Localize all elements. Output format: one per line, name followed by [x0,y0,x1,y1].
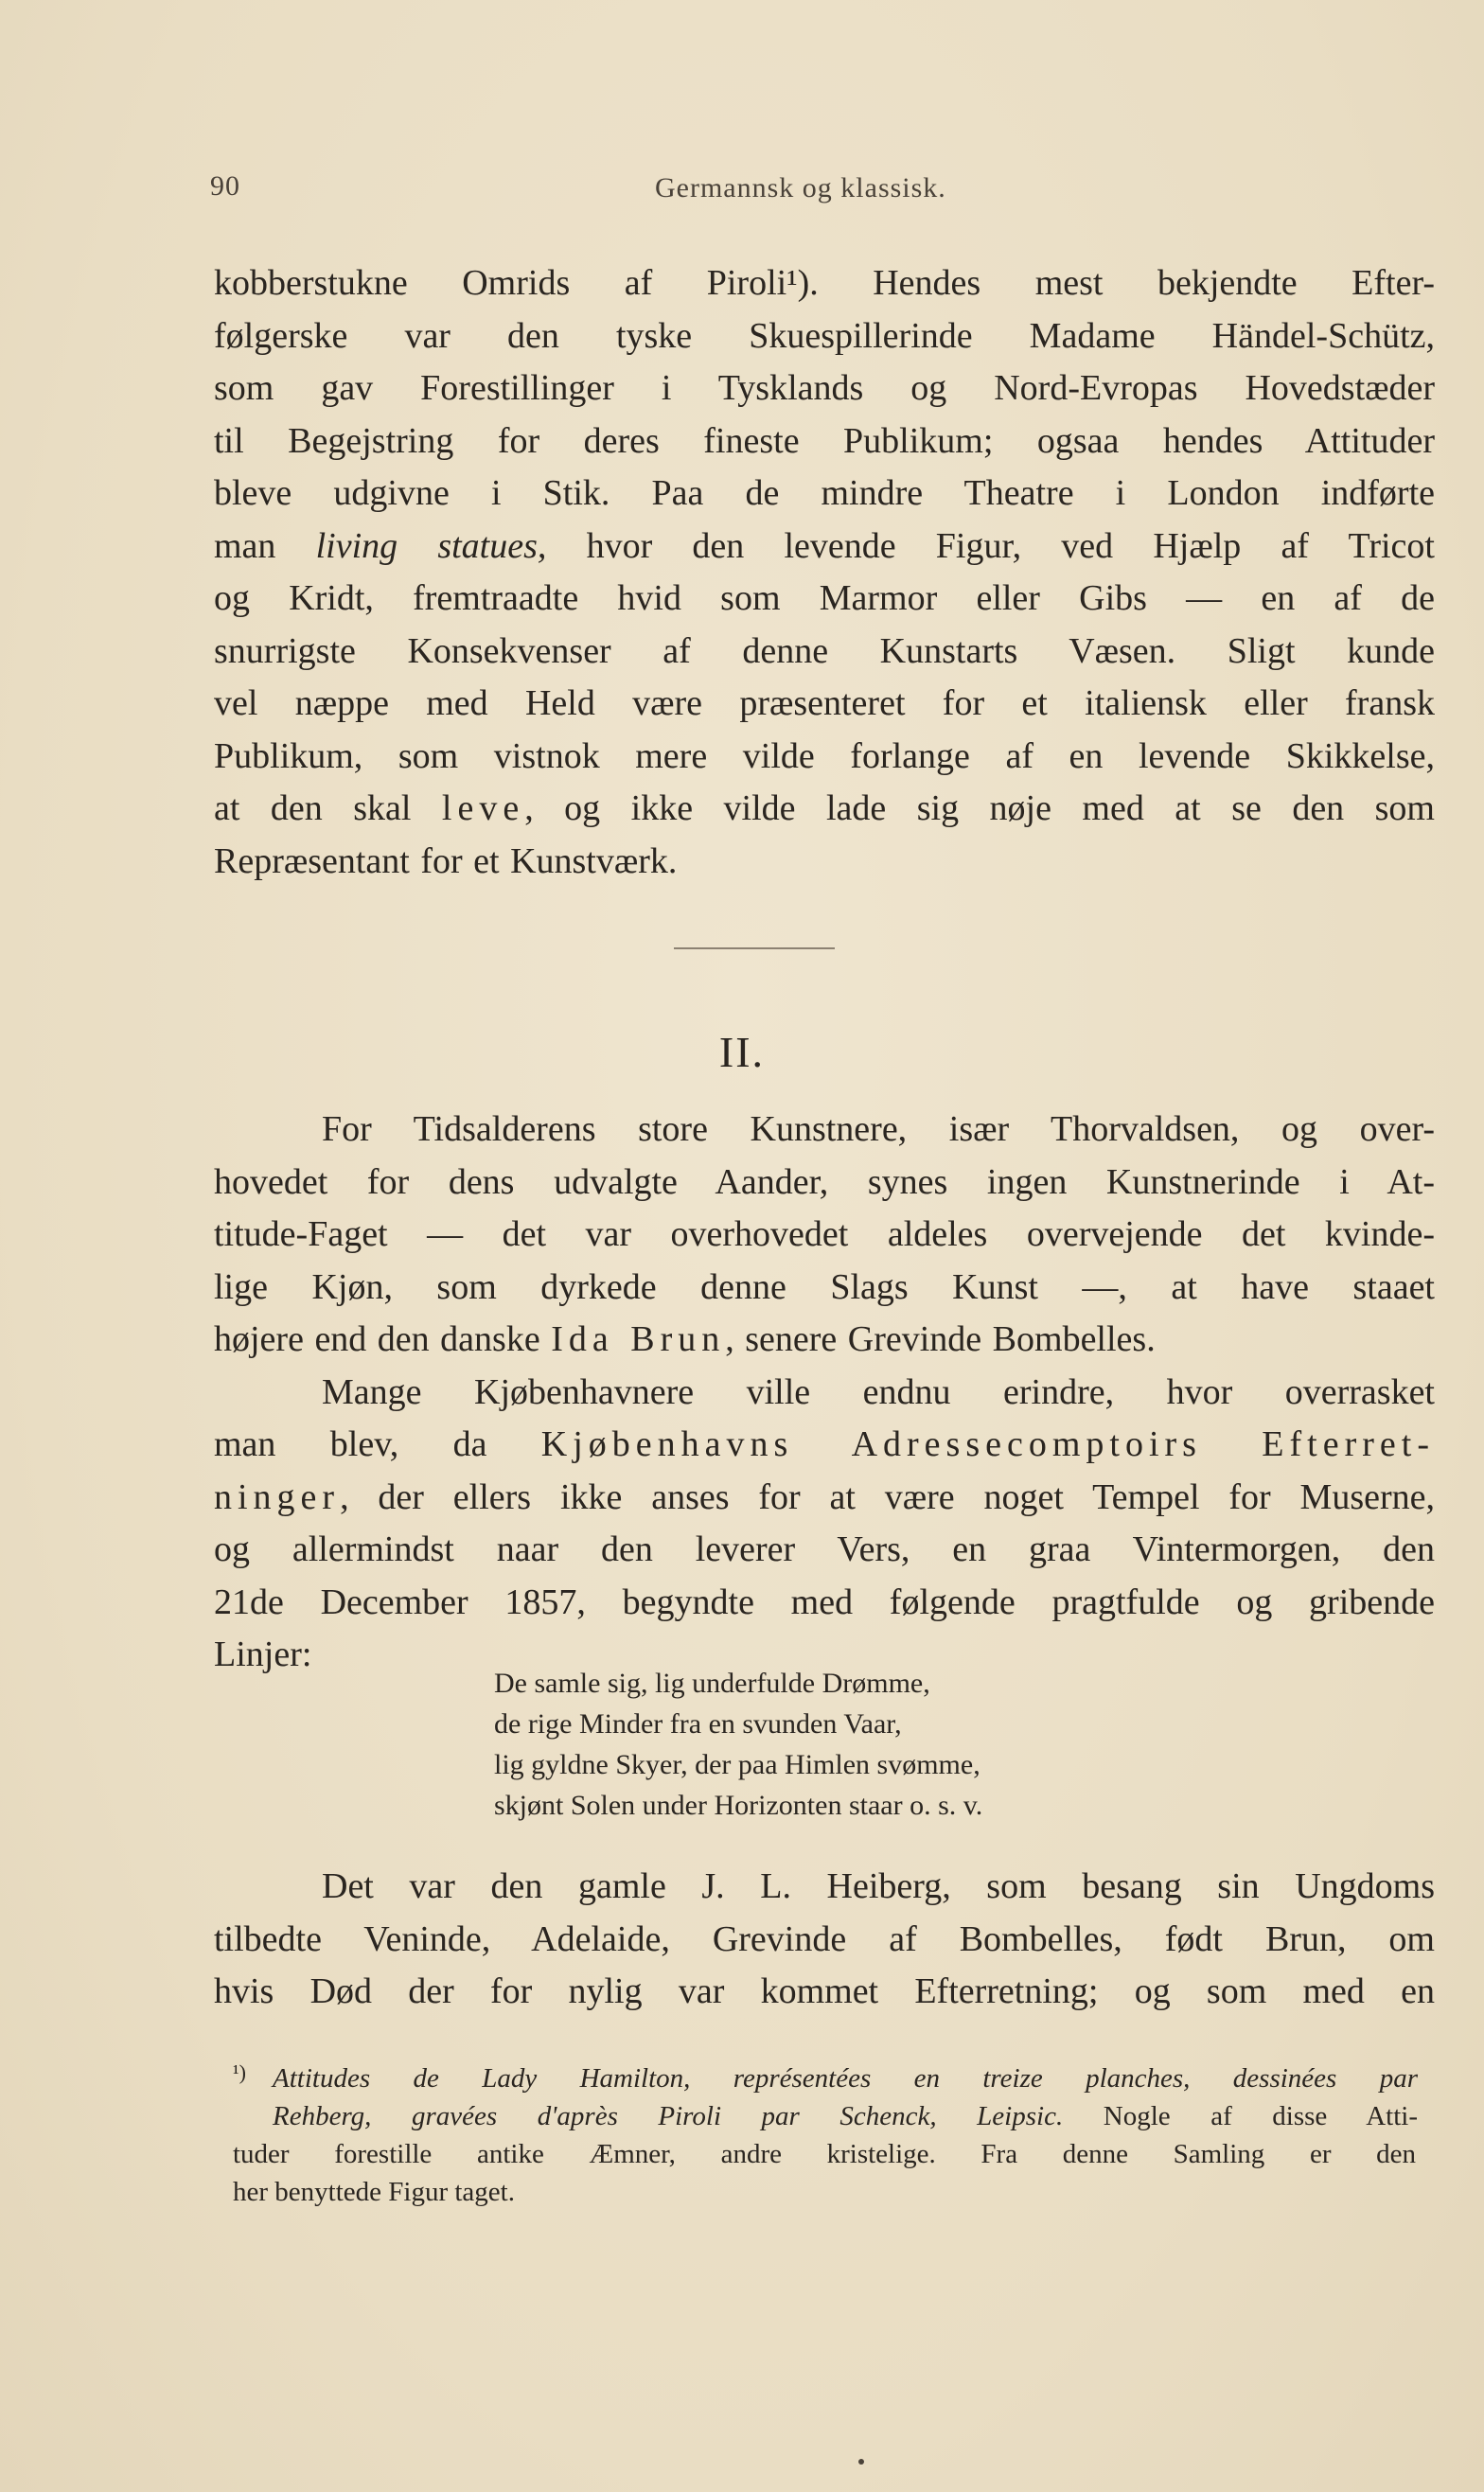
page-header [210,170,1431,218]
page-number: 90 [210,170,240,202]
text-line: følgerske var den tyske Skuespillerinde Madame Händel-Schütz, [214,315,1435,356]
italic-phrase: living statues, [315,525,547,566]
text-line: hvis Død der for nylig var kommet Efterretning; og som med en [214,1971,1435,2011]
text-line: For Tidsalderens store Kunstnere, især Thorvaldsen, og over- [322,1109,1435,1149]
footnote-continued [233,2135,1416,2211]
text-line: vel næppe med Held være præsenteret for et italiensk eller fransk [214,683,1435,723]
footnote-line: Rehberg, gravées d'après Piroli par Schenck, Leipsic. Nogle af disse Atti- [273,2101,1419,2131]
text-line: hovedet for dens udvalgte Aander, synes ingen Kunstnerinde i At- [214,1161,1435,1202]
text-line: Det var den gamle J. L. Heiberg, som besang sin Ungdoms [322,1866,1435,1906]
running-head: Germannsk og klassisk. [655,172,946,203]
text-line: Repræsentant for et Kunstværk. [214,840,678,881]
text-line: og Kridt, fremtraadte hvid som Marmor eller Gibs — en af de [214,578,1435,618]
footnote-line: tuder forestille antike Æmner, andre kristelige. Fra denne Samling er den [233,2139,1416,2169]
text-line: man living statues, hvor den levende Figur, ved Hjælp af Tricot [214,525,1435,566]
paragraph-2 [214,1104,1435,1682]
text-line: Mange Kjøbenhavnere ville endnu erindre, hvor overrasket [322,1371,1435,1412]
poem-line: de rige Minder fra en svunden Vaar, [494,1708,902,1740]
poem-line: skjønt Solen under Horizonten staar o. s. v. [494,1790,983,1821]
spaced-emphasis: ninger [214,1476,341,1517]
italic-phrase: Attitudes de Lady Hamilton, représentées en treize planches, dessinées par [273,2063,1418,2094]
text-line: Publikum, som vistnok mere vilde forlange af en levende Skikkelse, [214,735,1435,776]
paragraph-3 [214,1861,1435,2019]
print-speck [858,2459,864,2465]
text-line: Linjer: [214,1635,312,1674]
text-line: tilbedte Veninde, Adelaide, Grevinde af Bombelles, født Brun, om [214,1918,1435,1959]
text-line: og allermindst naar den leverer Vers, en graa Vintermorgen, den [214,1529,1435,1569]
text-line: bleve udgivne i Stik. Paa de mindre Theatre i London indførte [214,473,1435,513]
text-line: lige Kjøn, som dyrkede denne Slags Kunst —, at have staaet [214,1266,1435,1307]
text-line: kobberstukne Omrids af Piroli¹). Hendes mest bekjendte Efter- [214,263,1435,303]
poem-line: De samle sig, lig underfulde Drømme, [494,1668,930,1699]
text-line: at den skal leve, og ikke vilde lade sig nøje med at se den som [214,788,1435,828]
spaced-emphasis: Ida Brun [551,1319,726,1359]
poem-quote [494,1663,1157,1826]
footnote-marker: ¹) [233,2060,246,2084]
text-line: som gav Forestillinger i Tysklands og Nord-Evropas Hovedstæder [214,368,1435,408]
paragraph-1 [214,257,1435,888]
italic-phrase: Rehberg, gravées d'après Piroli par Schenck, Leipsic. [273,2101,1064,2131]
poem-line: lig gyldne Skyer, der paa Himlen svømme, [494,1749,980,1780]
text-line: ninger, der ellers ikke anses for at være noget Tempel for Muserne, [214,1476,1435,1517]
text-line: højere end den danske Ida Brun, senere Grevinde Bombelles. [214,1319,1156,1359]
section-heading: II. [718,1028,766,1076]
spaced-emphasis: Kjøbenhavns Adressecomptoirs Efterret- [540,1424,1435,1464]
text-line: til Begejstring for deres fineste Publikum; ogsaa hendes Attituder [214,420,1435,461]
text-line: titude-Faget — det var overhovedet aldeles overvejende det kvinde- [214,1214,1435,1254]
footnote-line: her benyttede Figur taget. [233,2177,515,2207]
section-divider [674,947,835,949]
text-line: snurrigste Konsekvenser af denne Kunstarts Væsen. Sligt kunde [214,630,1435,671]
footnote-line [273,2059,1418,2097]
text-line: 21de December 1857, begyndte med følgende pragtfulde og gribende [214,1582,1435,1622]
spaced-emphasis: leve [441,788,525,828]
text-line: man blev, da Kjøbenhavns Adressecomptoirs Efterret- [214,1424,1435,1464]
footnote-text [273,2059,1418,2135]
